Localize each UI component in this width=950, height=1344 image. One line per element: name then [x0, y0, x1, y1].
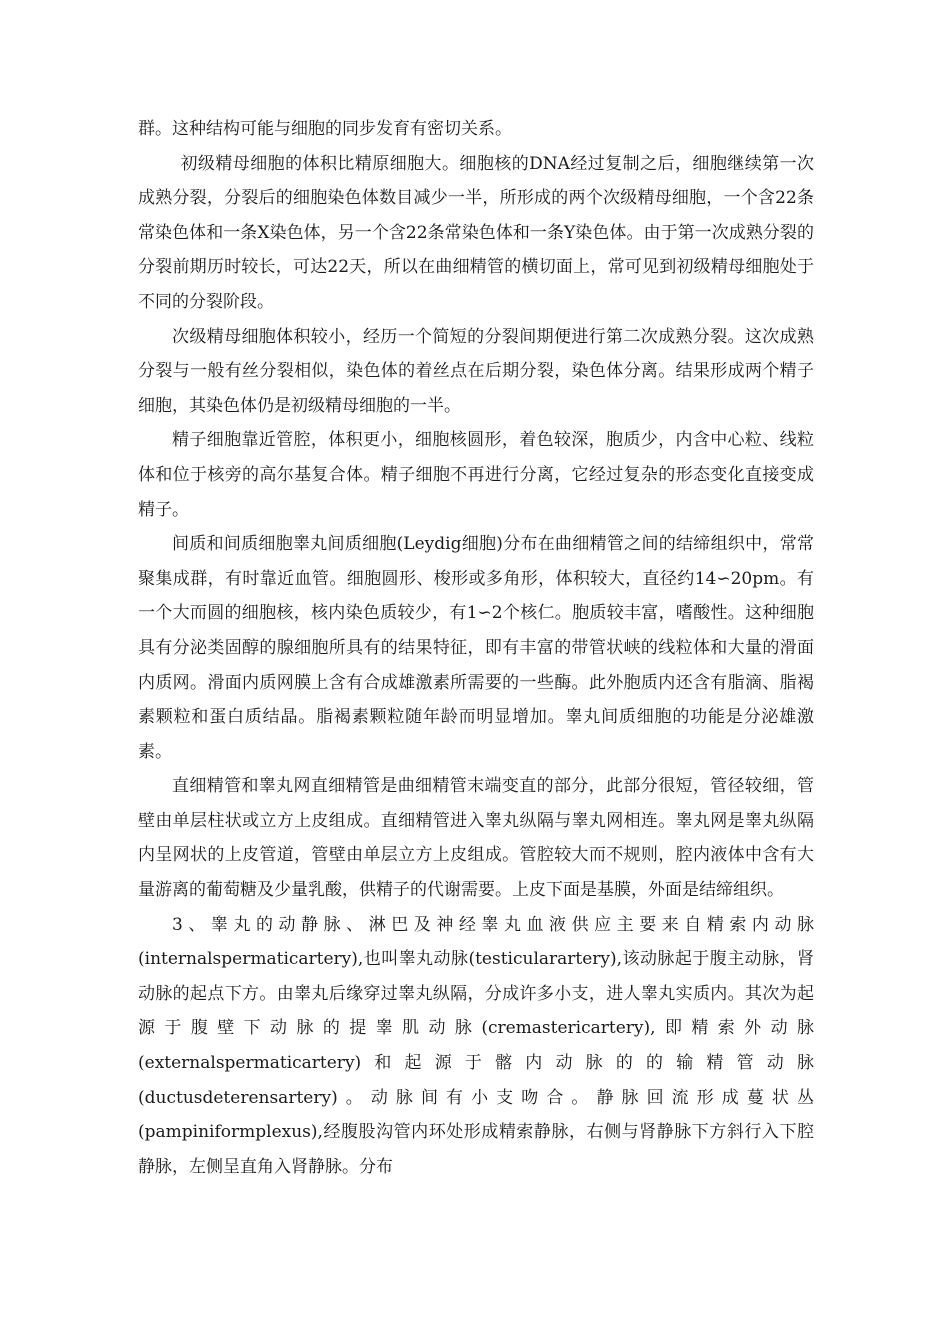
paragraph-5: 间质和间质细胞睾丸间质细胞(Leydig细胞)分布在曲细精管之间的结缔组织中，常常聚集成群，有时靠近血管。细胞圆形、梭形或多角形，体积较大，直径约14∽20pm。有一个大而圆的细胞核，核内染色质较少，有1∽2个核仁。胞质较丰富，嗜酸性。这种细胞具有分泌类固醇的腺细胞所具有的结果特征，即有丰富的带管状峡的线粒体和大量的滑面内质网。滑面内质网膜上含有合成雄激素所需要的一些酶。此外胞质内还含有脂滴、脂褐素颗粒和蛋白质结晶。脂褐素颗粒随年龄而明显增加。睾丸间质细胞的功能是分泌雄激素。: [138, 534, 814, 762]
paragraph-2: 初级精母细胞的体积比精原细胞大。细胞核的DNA经过复制之后，细胞继续第一次成熟分裂，分裂后的细胞染色体数目减少一半，所形成的两个次级精母细胞，一个含22条常染色体和一条X染色体，另一个含22条常染色体和一条Y染色体。由于第一次成熟分裂的分裂前期历时较长，可达22天，所以在曲细精管的横切面上，常可见到初级精母细胞处于不同的分裂阶段。: [138, 153, 814, 312]
paragraph-4: 精子细胞靠近管腔，体积更小，细胞核圆形，着色较深，胞质少，内含中心粒、线粒体和位于核旁的高尔基复合体。精子细胞不再进行分离，它经过复杂的形态变化直接变成精子。: [138, 430, 814, 520]
paragraph-3: 次级精母细胞体积较小，经历一个简短的分裂间期便进行第二次成熟分裂。这次成熟分裂与一般有丝分裂相似，染色体的着丝点在后期分裂，染色体分离。结果形成两个精子细胞，其染色体仍是初级精母细胞的一半。: [138, 326, 814, 416]
paragraph-7: 3、睾丸的动静脉、淋巴及神经睾丸血液供应主要来自精索内动脉(internalspermaticartery),也叫睾丸动脉(testicularartery),该动脉起于腹主动脉，肾动脉的起点下方。由睾丸后缘穿过睾丸纵隔，分成许多小支，进人睾丸实质内。其次为起源于腹壁下动脉的提睾肌动脉(cremastericartery),即精索外动脉(externalspermaticartery)和起源于髂内动脉的的输精管动脉(ductusdeterensartery)。动脉间有小支吻合。静脉回流形成蔓状丛(pampiniformplexus),经腹股沟管内环处形成精索静脉，右侧与肾静脉下方斜行入下腔静脉，左侧呈直角入肾静脉。分布: [138, 914, 814, 1177]
paragraph-1: 群。这种结构可能与细胞的同步发育有密切关系。: [138, 119, 512, 139]
document-body: [138, 112, 814, 1184]
paragraph-6: 直细精管和睾丸网直细精管是曲细精管末端变直的部分，此部分很短，管径较细，管壁由单层柱状或立方上皮组成。直细精管进入睾丸纵隔与睾丸网相连。睾丸网是睾丸纵隔内呈网状的上皮管道，管壁由单层立方上皮组成。管腔较大而不规则，腔内液体中含有大量游离的葡萄糖及少量乳酸，供精子的代谢需要。上皮下面是基膜，外面是结缔组织。: [138, 776, 814, 901]
